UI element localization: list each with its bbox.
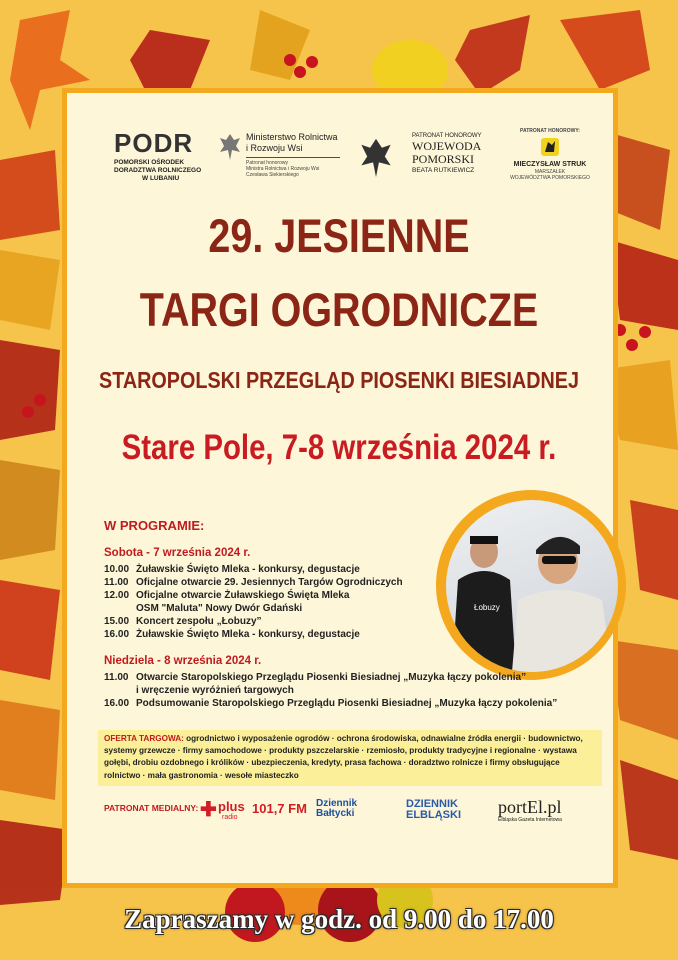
day-items-saturday	[104, 563, 584, 641]
podr-line2: DORADZTWA ROLNICZEGO	[114, 167, 202, 174]
podr-line1: POMORSKI OŚRODEK	[114, 159, 185, 166]
program-row	[104, 602, 584, 615]
program	[104, 518, 584, 710]
program-row	[104, 684, 584, 697]
title-line2: TARGI OGRODNICZE	[139, 283, 539, 336]
podr-line3: W LUBANIU	[142, 175, 180, 182]
program-desc: Żuławskie Święto Mleka - konkursy, degustacje	[136, 564, 360, 575]
offer-heading: OFERTA TARGOWA:	[104, 734, 184, 743]
program-time: 15.00	[104, 616, 130, 627]
plus-frequency: 101,7 FM	[252, 801, 307, 816]
portel-sub: Elbląska Gazeta Internetowa	[498, 817, 562, 823]
program-time	[104, 684, 136, 697]
program-desc: Oficjalne otwarcie 29. Jesiennych Targów Ogrodniczych	[136, 577, 403, 588]
day-label-saturday: Sobota - 7 września 2024 r.	[104, 547, 251, 559]
program-time: 16.00	[104, 698, 130, 709]
offer-text: ogrodnictwo i wyposażenie ogrodów · ochrona środowiska, odnawialne źródła energii · budownictwo, systemy grzewcze · firmy samochodowe · produkty pszczelarskie · rzemiosło, produkty tradycyjne i regionalne · wystawa gołębi, drobiu ozdobnego i królików · ubezpieczenia, kredyty, prasa fachowa · doradztwo rolnicze i firmy obsługujące rolnictwo · mała gastronomia · wesołe miasteczko	[104, 734, 583, 780]
ministry-divider	[246, 157, 340, 158]
program-row	[104, 697, 584, 710]
ministry-line2: i Rozwoju Wsi	[246, 143, 303, 153]
program-time	[104, 602, 136, 615]
marszalek-logo	[500, 128, 600, 181]
program-row	[104, 615, 584, 628]
program-row	[104, 576, 584, 589]
band-shirt-text: Łobuzy	[474, 603, 500, 612]
program-heading: W PROGRAMIE:	[104, 518, 205, 533]
marszalek-label: PATRONAT HONOROWY:	[520, 128, 580, 134]
eagle-icon	[218, 132, 242, 162]
dziennik-baltycki-logo	[316, 799, 357, 819]
program-time: 16.00	[104, 629, 130, 640]
trade-offer	[98, 730, 602, 786]
invitation-footer: Zapraszamy w godz. od 9.00 do 17.00	[124, 904, 554, 934]
program-desc: Koncert zespołu „Łobuzy”	[136, 616, 262, 627]
program-row	[104, 671, 584, 684]
wojewoda-line2: POMORSKI	[412, 152, 475, 166]
plus-label: plus	[218, 799, 245, 814]
portel-name: portEl.pl	[498, 797, 562, 817]
wojewoda-label: PATRONAT HONOROWY	[412, 133, 482, 139]
program-row	[104, 589, 584, 602]
ministry-note1: Patronat honorowy	[246, 160, 288, 166]
griffin-crest-icon	[539, 136, 561, 158]
program-row	[104, 628, 584, 641]
program-time: 11.00	[104, 577, 129, 588]
program-desc: Oficjalne otwarcie Żuławskiego Święta Mleka	[136, 590, 350, 601]
radio-plus-logo	[200, 797, 308, 827]
ministry-line1: Ministerstwo Rolnictwa	[246, 132, 338, 142]
dziennik-elblaski-logo	[406, 799, 461, 821]
marszalek-line1: MIECZYSŁAW STRUK	[513, 161, 587, 168]
place-date: Stare Pole, 7-8 września 2024 r.	[121, 428, 557, 467]
podr-logo	[114, 128, 201, 183]
marszalek-line2: MARSZAŁEK	[534, 169, 566, 175]
plus-radio-label: radio	[222, 814, 238, 821]
program-desc: Otwarcie Staropolskiego Przeglądu Piosenki Biesiadnej „Muzyka łączy pokolenia”	[136, 672, 527, 683]
eagle-icon	[358, 136, 394, 180]
dziennik-elblaski-line1: DZIENNIK	[406, 798, 458, 810]
program-desc: Żuławskie Święto Mleka - konkursy, degustacje	[136, 629, 360, 640]
marszalek-line3: WOJEWÓDZTWA POMORSKIEGO	[510, 175, 590, 181]
plus-cross-icon: ✚	[200, 799, 217, 821]
day-items-sunday	[104, 671, 584, 710]
program-desc: i wręczenie wyróżnień targowych	[136, 685, 294, 696]
dziennik-baltycki-line1: Dziennik	[316, 798, 358, 809]
logos-row	[0, 128, 678, 198]
program-desc: Podsumowanie Staropolskiego Przeglądu Piosenki Biesiadnej „Muzyka łączy pokolenia”	[136, 698, 558, 709]
program-time: 12.00	[104, 590, 130, 601]
portel-logo	[498, 797, 562, 823]
media-label: PATRONAT MEDIALNY:	[104, 803, 199, 813]
program-time: 10.00	[104, 564, 130, 575]
wojewoda-line3: BEATA RUTKIEWICZ	[412, 167, 475, 174]
program-desc: OSM "Maluta" Nowy Dwór Gdański	[136, 603, 303, 614]
podr-mark: PODR	[114, 128, 194, 158]
subtitle: STAROPOLSKI PRZEGLĄD PIOSENKI BIESIADNEJ	[99, 367, 579, 393]
ministry-note3: Czesława Siekierskiego	[246, 172, 299, 178]
day-label-sunday: Niedziela - 8 września 2024 r.	[104, 655, 262, 667]
title-line1: 29. JESIENNE	[208, 209, 470, 262]
dziennik-baltycki-line2: Bałtycki	[316, 808, 355, 819]
program-row	[104, 563, 584, 576]
program-time: 11.00	[104, 672, 129, 683]
dziennik-elblaski-line2: ELBLĄSKI	[406, 809, 461, 821]
ministry-note2: Ministra Rolnictwa i Rozwoju Wsi	[246, 166, 320, 172]
media-patrons	[104, 797, 604, 827]
wojewoda-line1: WOJEWODA	[412, 139, 482, 153]
